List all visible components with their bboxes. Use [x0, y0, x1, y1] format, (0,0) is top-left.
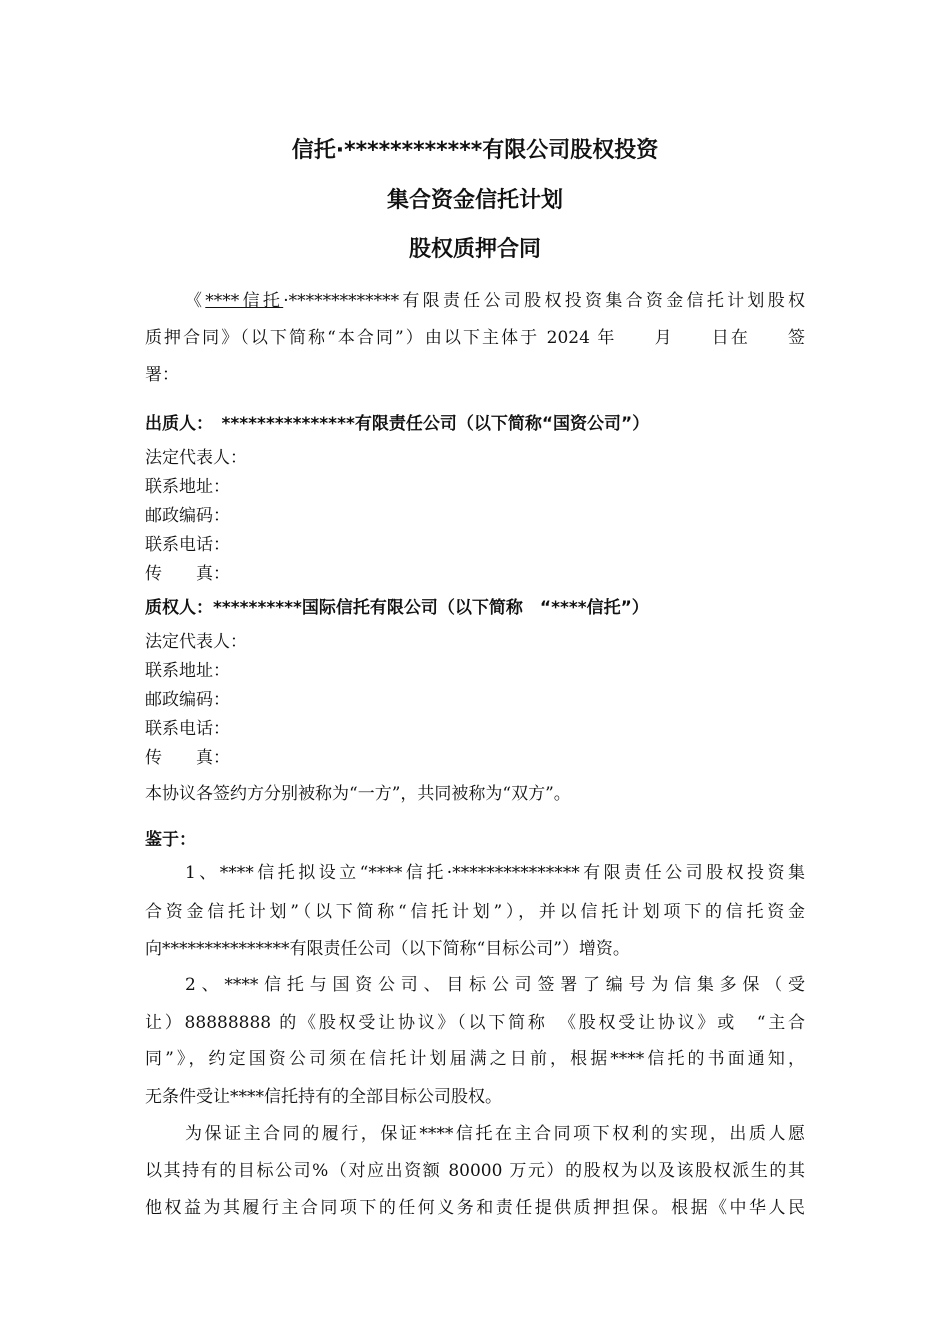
trust-name-underlined: ****信托	[205, 291, 284, 311]
title-line-3: 股权质押合同	[408, 237, 541, 262]
intro-line-2: 质押合同》（以下简称“本合同”）由以下主体于 2024 年 月 日在 签	[145, 328, 805, 348]
whereas-item2-line2: 让）88888888 的《股权受让协议》（以下简称 《股权受让协议》或 “主合	[145, 1013, 805, 1033]
pledgee-fax: 传 真：	[145, 748, 230, 768]
whereas-item3-line1: 为保证主合同的履行，保证****信托在主合同项下权利的实现，出质人愿	[185, 1124, 805, 1144]
pledgor-postcode: 邮政编码：	[145, 506, 230, 526]
pledgee-postcode: 邮政编码：	[145, 690, 230, 710]
pledgor-fax: 传 真：	[145, 564, 230, 584]
parties-note: 本协议各签约方分别被称为“一方”，共同被称为“双方”。	[145, 784, 571, 804]
whereas-item1-line3: 向***************有限责任公司（以下简称“目标公司”）增资。	[145, 939, 630, 959]
whereas-item1-line1: 1、****信托拟设立“****信托·***************有限责任公司股权投资集	[185, 863, 805, 883]
pledgee-heading: 质权人：**********国际信托有限公司（以下简称 “****信托”）	[145, 598, 649, 618]
intro-prefix: 《	[185, 291, 206, 311]
pledgor-legal-rep: 法定代表人：	[145, 448, 247, 468]
whereas-item2-line4: 无条件受让****信托持有的全部目标公司股权。	[145, 1087, 502, 1107]
intro-line-1	[185, 289, 805, 313]
whereas-item2-line3: 同”》，约定国资公司须在信托计划届满之日前，根据****信托的书面通知，	[145, 1049, 805, 1069]
pledgee-phone: 联系电话：	[145, 719, 230, 739]
whereas-item3-line2: 以其持有的目标公司%（对应出资额 80000 万元）的股权为以及该股权派生的其	[145, 1161, 805, 1181]
pledgee-legal-rep: 法定代表人：	[145, 632, 247, 652]
intro-line-1-rest: ·*************有限责任公司股权投资集合资金信托计划股权	[283, 291, 806, 311]
whereas-item2-line1: 2、****信托与国资公司、目标公司签署了编号为信集多保（受	[185, 975, 805, 995]
pledgor-address: 联系地址：	[145, 477, 230, 497]
whereas-item3-line3: 他权益为其履行主合同项下的任何义务和责任提供质押担保。根据《中华人民	[145, 1198, 805, 1218]
pledgor-phone: 联系电话：	[145, 535, 230, 555]
pledgor-heading: 出质人： ***************有限责任公司（以下简称“国资公司”）	[145, 414, 650, 434]
title-line-2: 集合资金信托计划	[386, 188, 563, 213]
pledgee-address: 联系地址：	[145, 661, 230, 681]
whereas-heading: 鉴于：	[145, 830, 196, 850]
whereas-item1-line2: 合资金信托计划”（以下简称“信托计划”），并以信托计划项下的信托资金	[145, 902, 805, 922]
title-line-1: 信托·************有限公司股权投资	[291, 138, 659, 163]
intro-line-3: 署：	[145, 365, 179, 385]
